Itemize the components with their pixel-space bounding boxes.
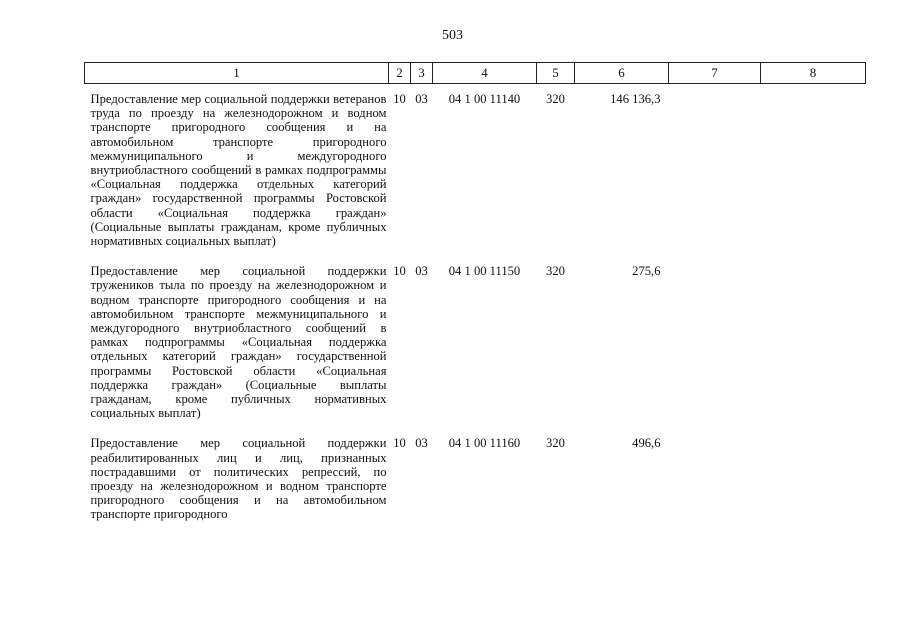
row-section: 10: [393, 92, 406, 106]
row-description: Предоставление мер социальной поддержки ветеранов труда по проезду на железнодорожном и водном транспорте пригородного сообщения и на автомобильном транспорте пригородного межмуниципального и междугородного внутриобластного сообщений в рамках подпрограммы «Социальная поддержка отдельных категорий граждан» государственной программы Ростовской области «Социальная поддержка граждан» (Социальные выплаты гражданам, кроме публичных нормативных социальных выплат): [90, 92, 387, 249]
row-amount: 275,6: [632, 264, 661, 279]
row-col8: [761, 256, 866, 428]
row-expense-type: 320: [546, 92, 565, 106]
row-section: 10: [393, 436, 406, 451]
column-header: 1: [85, 63, 389, 84]
column-header: 5: [537, 63, 575, 84]
row-section: 10: [393, 264, 406, 279]
row-target-article: 04 1 00 11140: [448, 92, 521, 106]
row-subsection: 03: [415, 436, 428, 451]
row-expense-type: 320: [546, 264, 565, 279]
row-amount: 496,6: [632, 436, 661, 451]
column-header: 4: [433, 63, 537, 84]
budget-table: [84, 62, 866, 530]
column-header: 2: [389, 63, 411, 84]
table-header-row: [85, 63, 866, 84]
column-header: 7: [669, 63, 761, 84]
table-row: [85, 428, 866, 529]
page-number: 503: [442, 28, 463, 43]
row-target-article: 04 1 00 11160: [448, 436, 521, 451]
row-subsection: 03: [415, 92, 428, 106]
row-col8: [761, 428, 866, 529]
row-col8: [761, 84, 866, 257]
row-amount: 146 136,3: [610, 92, 661, 106]
column-header: 6: [575, 63, 669, 84]
row-col7: [669, 256, 761, 428]
table-row: [85, 256, 866, 428]
row-expense-type: 320: [546, 436, 565, 451]
column-header: 8: [761, 63, 866, 84]
row-target-article: 04 1 00 11150: [448, 264, 521, 279]
table-row: [85, 84, 866, 257]
column-header: 3: [411, 63, 433, 84]
row-description: Предоставление мер социальной поддержки тружеников тыла по проезду на железнодорожном и водном транспорте пригородного сообщения и на автомобильном транспорте межмуниципального и междугородного внутриобластного сообщений в рамках подпрограммы «Социальная поддержка отдельных категорий граждан» государственной программы Ростовской области «Социальная поддержка граждан» (Социальные выплаты гражданам, кроме публичных нормативных социальных выплат): [90, 264, 387, 421]
row-subsection: 03: [415, 264, 428, 279]
row-col7: [669, 428, 761, 529]
row-description: Предоставление мер социальной поддержки реабилитированных лиц и лиц, признанных пострадавшими от политических репрессий, по проезду на железнодорожном и водном транспорте пригородного сообщения и на автомобильном транспорте пригородного: [90, 436, 387, 522]
row-col7: [669, 84, 761, 257]
